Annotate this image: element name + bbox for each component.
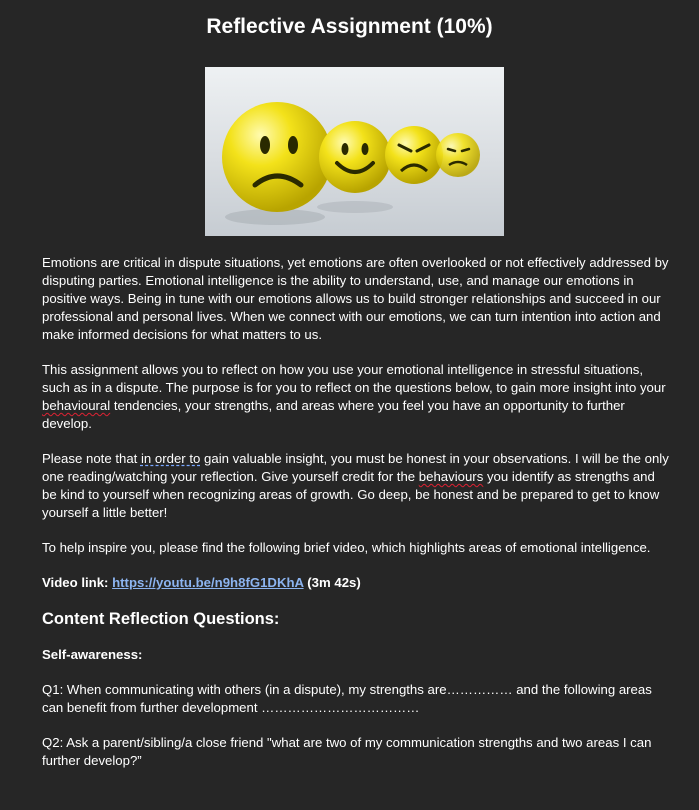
emoji-balls-icon (205, 67, 504, 236)
honesty-paragraph (42, 450, 672, 522)
spellcheck-word[interactable]: behaviours (418, 469, 484, 484)
section-heading: Content Reflection Questions: (42, 610, 280, 628)
video-intro-paragraph: To help inspire you, please find the following brief video, which highlights areas of emotional intelligence. (42, 540, 651, 555)
intro-paragraph: Emotions are critical in dispute situations, yet emotions are often overlooked or not effectively addressed by disputing parties. Emotional intelligence is the ability to understand, use, and manage our emotions in positive ways. Being in tune with our emotions allows us to build stronger relationships and succeed in our professional and personal lives. When we connect with our emotions, we can turn intention into action and make informed decisions for what matters to us. (42, 255, 669, 342)
text-run: gain valuable insight, you must be honest in your observations. I will be the only one reading/watching your reflection. Give yourself credit for the (42, 451, 669, 484)
emoji-balls-image (205, 67, 504, 236)
video-duration: (3m 42s) (303, 575, 361, 590)
video-line (42, 574, 672, 592)
text-run: you identify as strengths and be kind to yourself when recognizing areas of growth. Go deep, be honest and be prepared to get to know yourself a little better! (42, 469, 660, 520)
text-run: tendencies, your strengths, and areas where you feel you have an opportunity to further develop. (42, 398, 625, 431)
document-body (42, 254, 672, 770)
video-link[interactable]: https://youtu.be/n9h8fG1DKhA (112, 575, 304, 590)
question-1: Q1: When communicating with others (in a dispute), my strengths are…………… and the following areas can benefit from further development ……………………………… (42, 682, 652, 715)
grammar-suggestion[interactable]: in order to (140, 451, 201, 466)
page-title: Reflective Assignment (10%) (206, 15, 493, 38)
text-run: This assignment allows you to reflect on how you use your emotional intelligence in stressful situations, such as in a dispute. The purpose is for you to reflect on the questions below, to gain more insight into your (42, 362, 666, 395)
subheading: Self-awareness: (42, 647, 143, 662)
video-label: Video link: (42, 575, 113, 590)
assignment-paragraph (42, 361, 672, 433)
spellcheck-word[interactable]: behavioural (42, 398, 111, 413)
text-run: Please note that (42, 451, 141, 466)
question-2: Q2: Ask a parent/sibling/a close friend "what are two of my communication strengths and two areas I can further develop?” (42, 735, 652, 768)
